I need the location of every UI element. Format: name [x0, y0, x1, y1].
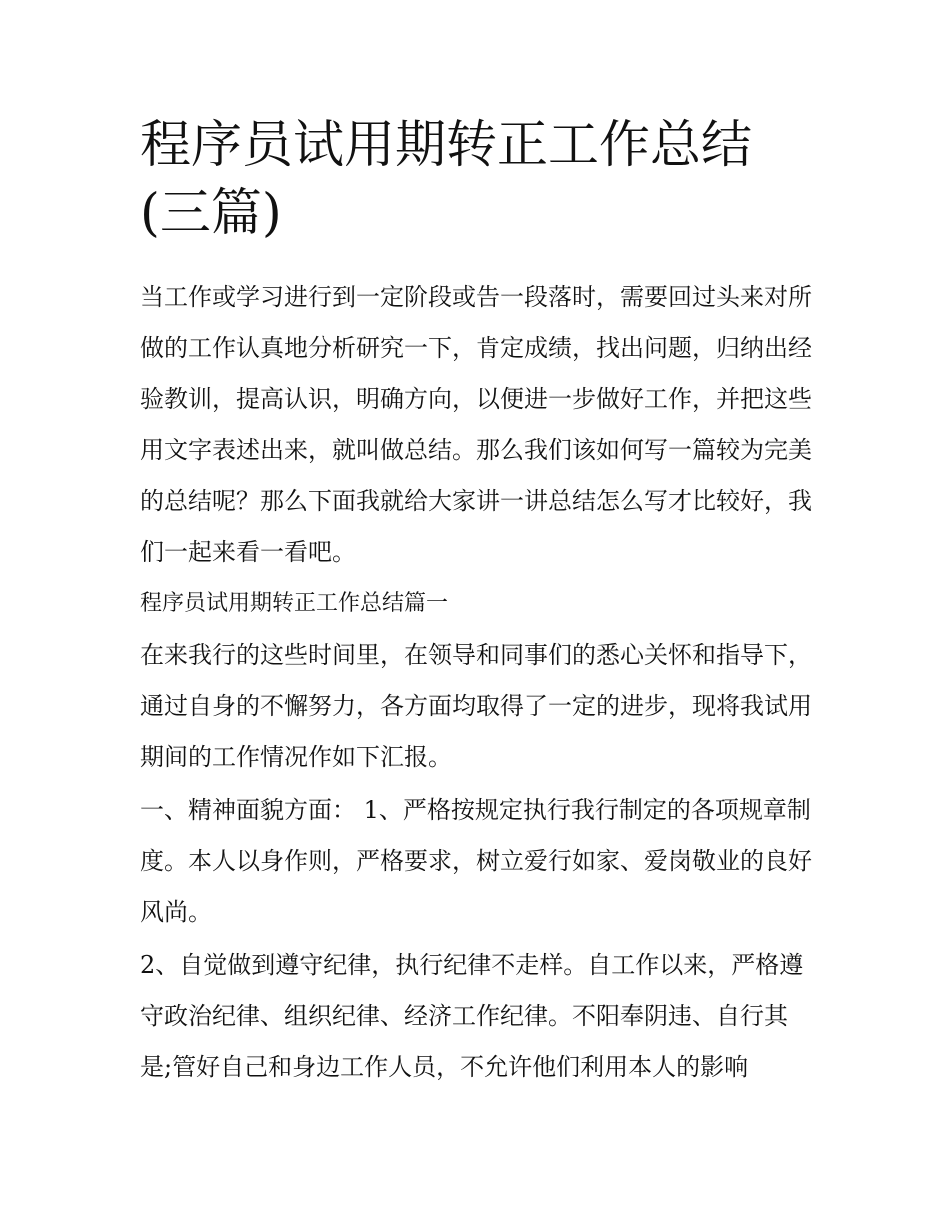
document-title: 程序员试用期转正工作总结(三篇): [140, 116, 753, 243]
body-paragraph-1: 在来我行的这些时间里，在领导和同事们的悉心关怀和指导下，通过自身的不懈努力，各方面均取得了一定的进步，现将我试用期间的工作情况作如下汇报。: [140, 641, 812, 771]
body-paragraph-2: 一、精神面貌方面： 1、严格按规定执行我行制定的各项规章制度。本人以身作则，严格要求，树立爱行如家、爱岗敬业的良好风尚。: [140, 796, 812, 926]
document-body: [140, 112, 812, 1093]
intro-paragraph: 当工作或学习进行到一定阶段或告一段落时，需要回过头来对所做的工作认真地分析研究一下，肯定成绩，找出问题，归纳出经验教训，提高认识，明确方向，以便进一步做好工作，并把这些用文字表述出来，就叫做总结。那么我们该如何写一篇较为完美的总结呢？那么下面我就给大家讲一讲总结怎么写才比较好，我们一起来看一看吧。: [140, 283, 812, 566]
section-heading: 程序员试用期转正工作总结篇一: [140, 591, 449, 616]
body-paragraph-3: 2、自觉做到遵守纪律，执行纪律不走样。自工作以来，严格遵守政治纪律、组织纪律、经济工作纪律。不阳奉阴违、自行其是;管好自己和身边工作人员，不允许他们利用本人的影响: [140, 951, 804, 1081]
